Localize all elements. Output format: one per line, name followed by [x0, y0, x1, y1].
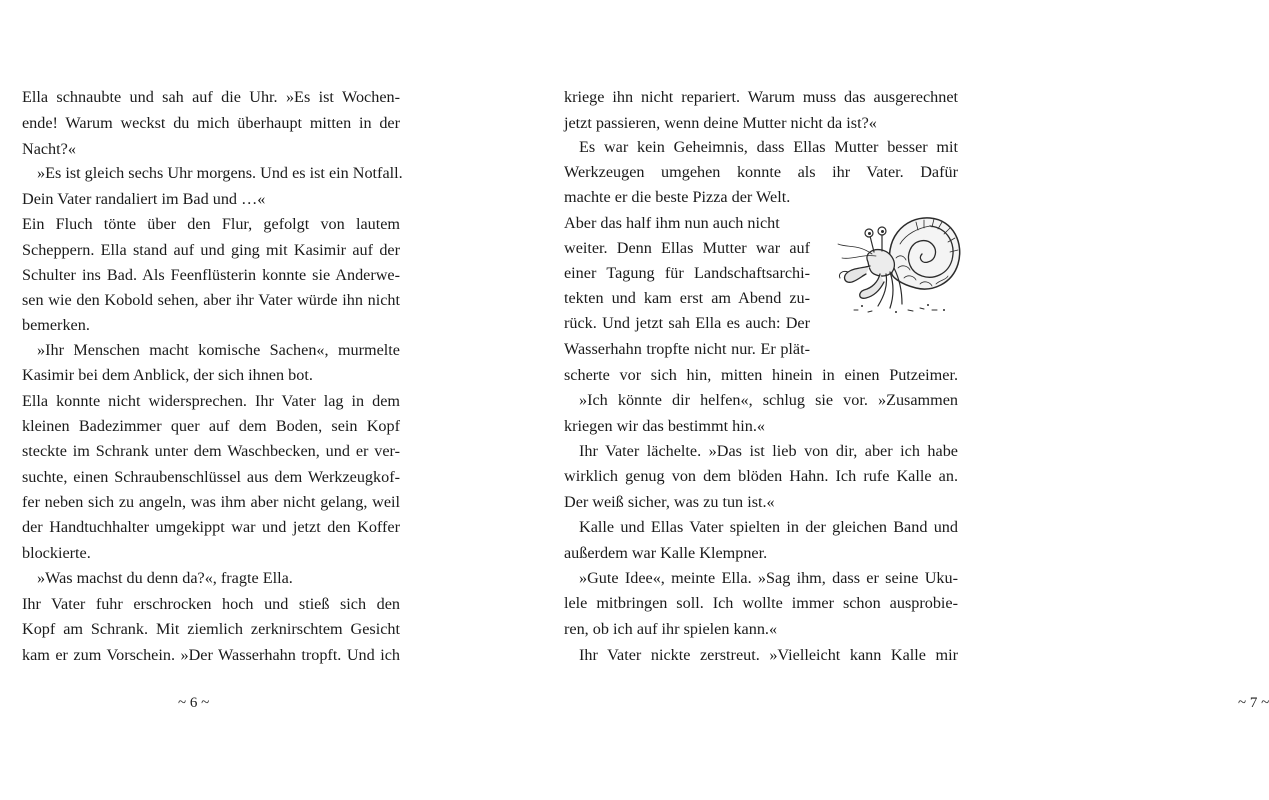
text-line: kriege ihn nicht repariert. Warum muss das ausgerechnet: [564, 88, 958, 106]
text-line: außerdem war Kalle Klempner.: [564, 544, 768, 562]
right-page: [500, 0, 1269, 800]
text-line: Kasimir bei dem Anblick, der sich ihnen bot.: [22, 366, 313, 384]
text-line: Ihr Vater lächelte. »Das ist lieb von dir, aber ich habe: [579, 442, 958, 460]
text-line: rück. Und jetzt sah Ella es auch: Der: [564, 314, 810, 332]
text-line: Dein Vater randaliert im Bad und …«: [22, 190, 266, 208]
text-line: sen wie den Kobold sehen, aber ihr Vater würde ihn nicht: [22, 291, 400, 309]
text-line: bemerken.: [22, 316, 90, 334]
text-line: Ein Fluch tönte über den Flur, gefolgt von lautem: [22, 215, 400, 233]
text-line: blockierte.: [22, 544, 91, 562]
text-line: Ella schnaubte und sah auf die Uhr. »Es ist Wochen-: [22, 88, 400, 106]
text-line: machte er die beste Pizza der Welt.: [564, 188, 791, 206]
text-line: »Gute Idee«, meinte Ella. »Sag ihm, dass er seine Uku-: [579, 569, 958, 587]
text-line: scherte vor sich hin, mitten hinein in einen Putzeimer.: [564, 366, 958, 384]
page-number: ~ 6 ~: [178, 695, 210, 711]
text-line: kam er zum Vorschein. »Der Wasserhahn tropft. Und ich: [22, 646, 400, 664]
text-line: Der weiß sicher, was zu tun ist.«: [564, 493, 775, 511]
text-line: Scheppern. Ella stand auf und ging mit Kasimir auf der: [22, 241, 400, 259]
text-line: kleinen Badezimmer quer auf dem Boden, sein Kopf: [22, 417, 400, 435]
text-line: suchte, einen Schraubenschlüssel aus dem Werkzeugkof-: [22, 468, 400, 486]
text-line: Nacht?«: [22, 140, 76, 158]
text-line: Es war kein Geheimnis, dass Ellas Mutter besser mit: [579, 138, 958, 156]
text-line: »Ihr Menschen macht komische Sachen«, murmelte: [37, 341, 400, 359]
text-line: kriegen wir das bestimmt hin.«: [564, 417, 765, 435]
hermit-crab-illustration: [834, 210, 964, 318]
text-line: Kalle und Ellas Vater spielten in der gleichen Band und: [579, 518, 958, 536]
text-line: Ihr Vater fuhr erschrocken hoch und stieß sich den: [22, 595, 400, 613]
text-line: fer neben sich zu angeln, was ihm aber nicht gelang, weil: [22, 493, 400, 511]
text-line: Aber das half ihm nun auch nicht: [564, 214, 780, 232]
text-line: ren, ob ich auf ihr spielen kann.«: [564, 620, 778, 638]
text-line: steckte im Schrank unter dem Waschbecken, und er ver-: [22, 442, 400, 460]
text-line: der Handtuchhalter umgekippt war und jetzt den Koffer: [22, 518, 400, 536]
page-number: ~ 7 ~: [1238, 695, 1269, 711]
text-line: Wasserhahn tropfte nicht nur. Er plät-: [564, 340, 810, 358]
text-line: Schulter ins Bad. Als Feenflüsterin konnte sie Anderwe-: [22, 266, 400, 284]
text-line: »Ich könnte dir helfen«, schlug sie vor. »Zusammen: [579, 391, 958, 409]
text-line: jetzt passieren, wenn deine Mutter nicht da ist?«: [564, 114, 877, 132]
text-line: Werkzeugen umgehen konnte als ihr Vater. Dafür: [564, 163, 958, 181]
text-line: weiter. Denn Ellas Mutter war auf: [564, 239, 810, 257]
text-line: lele mitbringen soll. Ich wollte immer schon ausprobie-: [564, 594, 958, 612]
text-line: Ella konnte nicht widersprechen. Ihr Vater lag in dem: [22, 392, 400, 410]
text-line: »Was machst du denn da?«, fragte Ella.: [37, 569, 293, 587]
text-line: wirklich genug von dem blöden Hahn. Ich rufe Kalle an.: [564, 467, 958, 485]
text-line: tekten und kam erst am Abend zu-: [564, 289, 810, 307]
text-line: »Es ist gleich sechs Uhr morgens. Und es ist ein Notfall.: [37, 164, 403, 182]
text-line: ende! Warum weckst du mich überhaupt mitten in der: [22, 114, 400, 132]
text-line: Ihr Vater nickte zerstreut. »Vielleicht kann Kalle mir: [579, 646, 958, 664]
left-page: [0, 0, 500, 800]
text-line: Kopf am Schrank. Mit ziemlich zerknirschtem Gesicht: [22, 620, 400, 638]
text-line: einer Tagung für Landschaftsarchi-: [564, 264, 810, 282]
